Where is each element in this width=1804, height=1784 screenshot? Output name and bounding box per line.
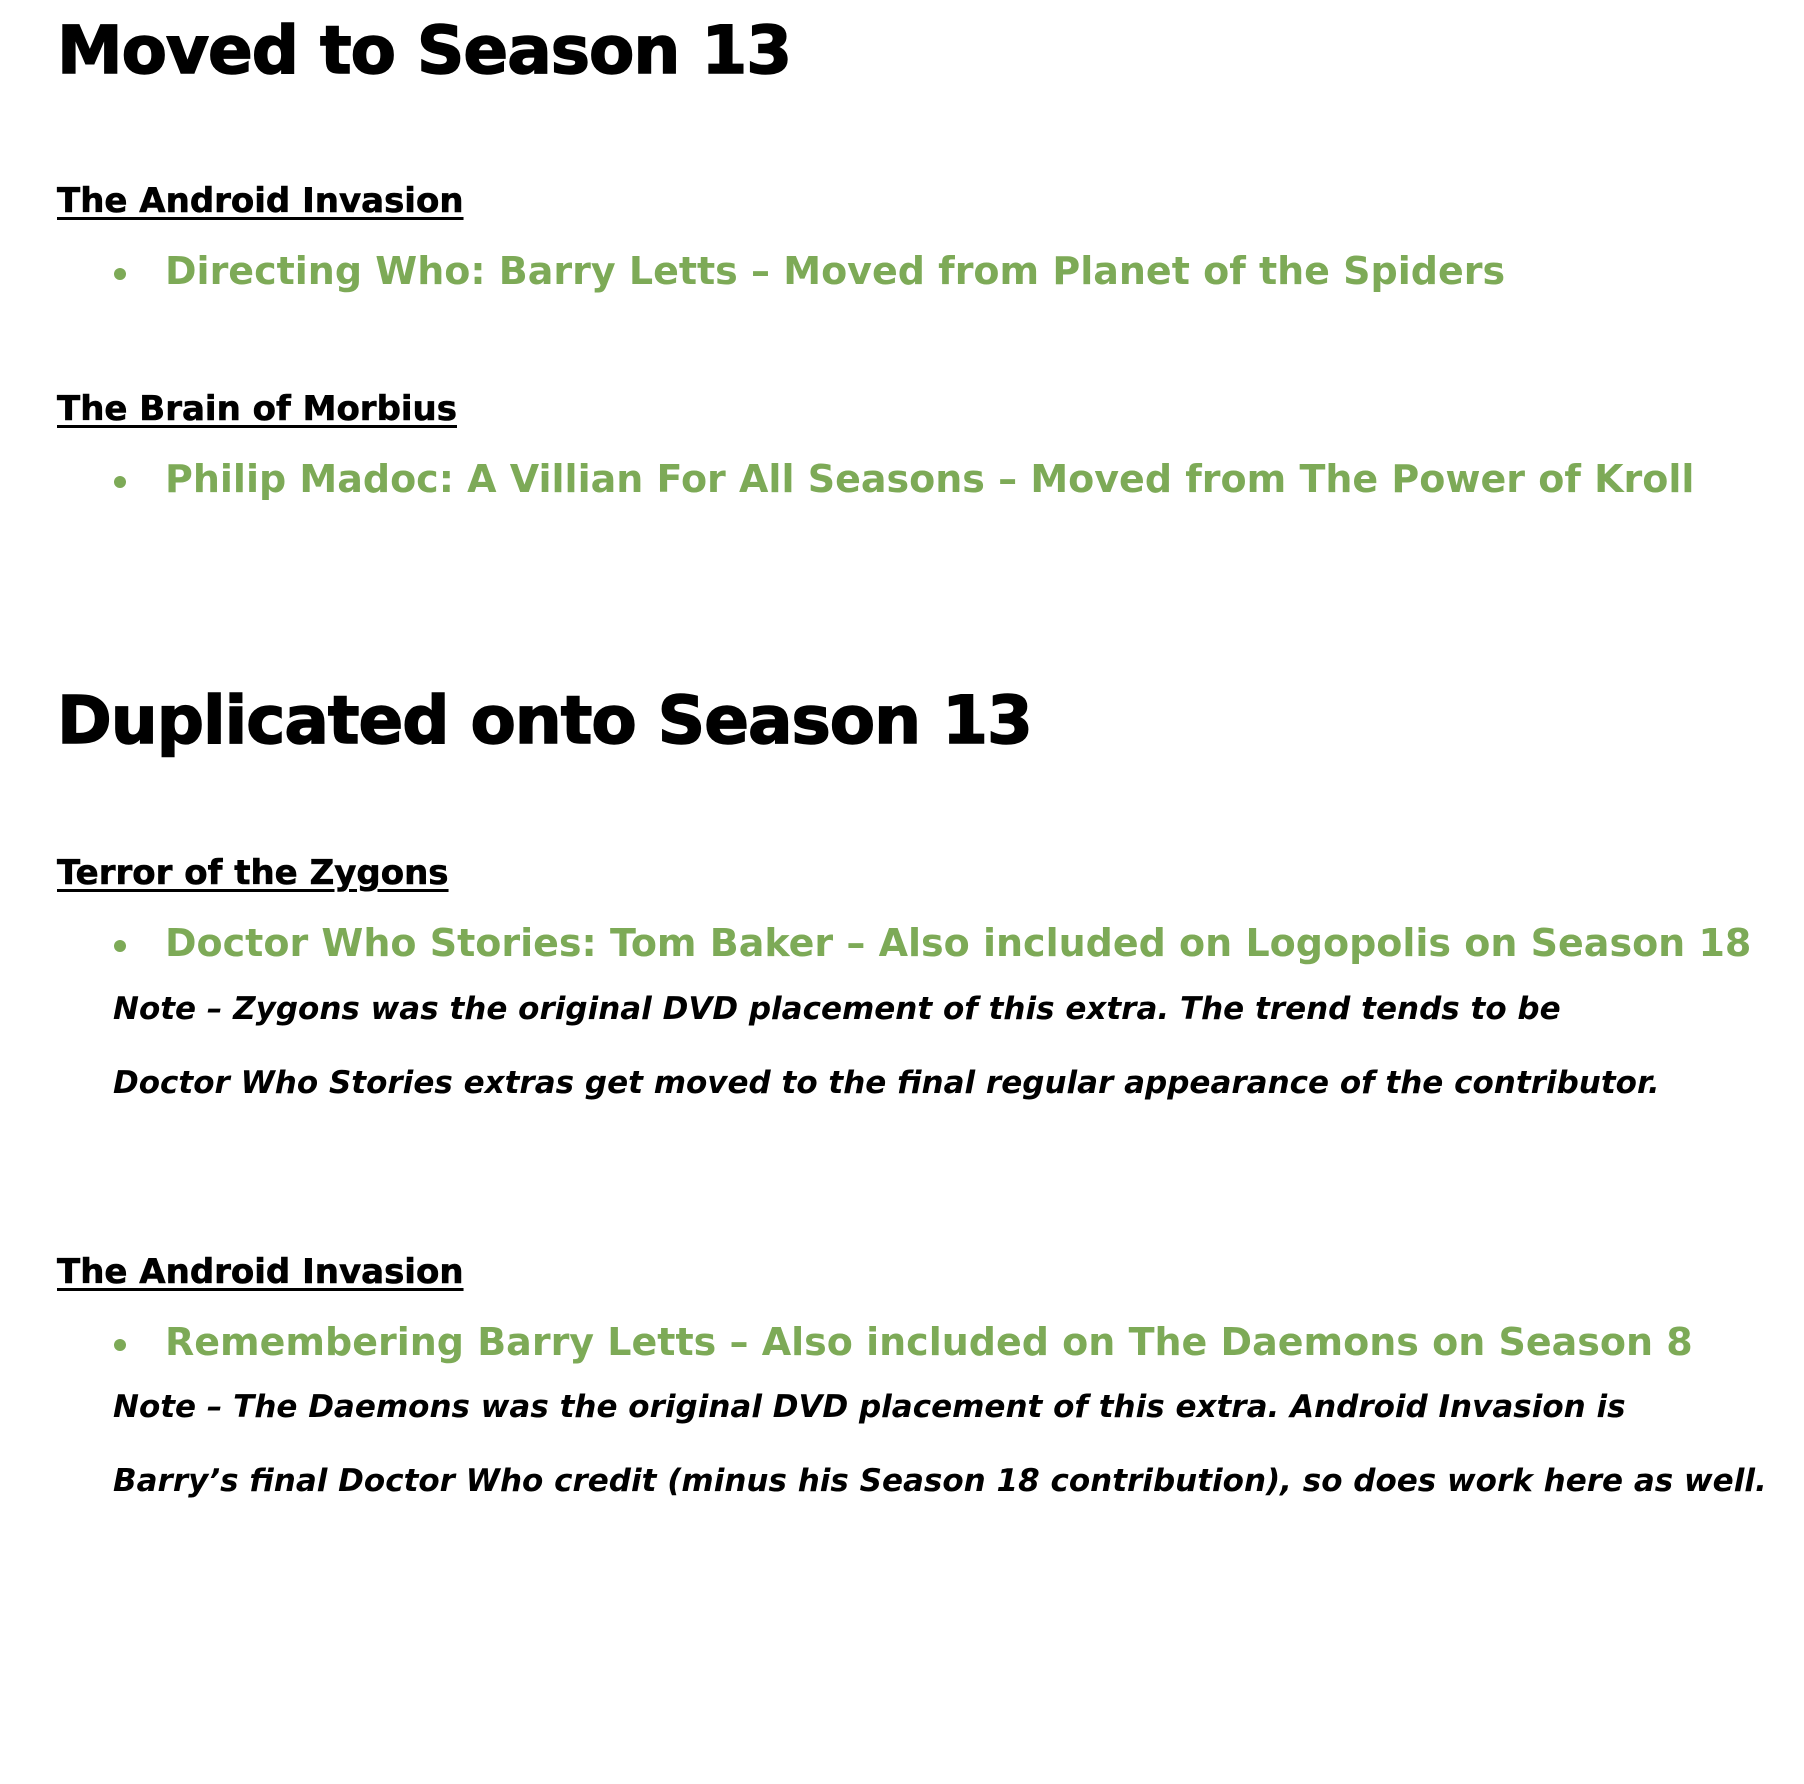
note-line: Note – The Daemons was the original DVD placement of this extra. Android Invasion is [113, 1389, 1626, 1425]
list-item [57, 249, 1506, 293]
section-title-duplicated: Duplicated onto Season 13 [57, 682, 1032, 759]
extras-list [57, 457, 1695, 501]
story-title-brain-of-morbius: The Brain of Morbius [57, 389, 457, 429]
story-title-android-invasion-2: The Android Invasion [57, 1252, 464, 1292]
note-block [57, 972, 1660, 1120]
list-item [57, 921, 1752, 965]
note-line: Barry’s final Doctor Who credit (minus his Season 18 contribution), so does work here as well. [113, 1463, 1767, 1499]
bullet-icon [114, 940, 126, 952]
extra-text: Philip Madoc: A Villian For All Seasons – Moved from The Power of Kroll [165, 457, 1695, 501]
story-title-android-invasion: The Android Invasion [57, 181, 464, 221]
bullet-icon [114, 476, 126, 488]
list-item [57, 457, 1695, 501]
extra-text: Directing Who: Barry Letts – Moved from Planet of the Spiders [165, 249, 1506, 293]
note-line: Note – Zygons was the original DVD placement of this extra. The trend tends to be [113, 991, 1561, 1027]
note-block [57, 1370, 1767, 1518]
extras-list [57, 249, 1506, 293]
extras-list [57, 1320, 1693, 1364]
list-item [57, 1320, 1693, 1364]
extras-list [57, 921, 1752, 965]
extra-text: Doctor Who Stories: Tom Baker – Also included on Logopolis on Season 18 [165, 921, 1752, 965]
section-title-moved: Moved to Season 13 [57, 12, 792, 89]
note-line: Doctor Who Stories extras get moved to the final regular appearance of the contributor. [113, 1065, 1660, 1101]
extra-text: Remembering Barry Letts – Also included on The Daemons on Season 8 [165, 1320, 1693, 1364]
bullet-icon [114, 1339, 126, 1351]
bullet-icon [114, 268, 126, 280]
story-title-terror-of-the-zygons: Terror of the Zygons [57, 853, 449, 893]
